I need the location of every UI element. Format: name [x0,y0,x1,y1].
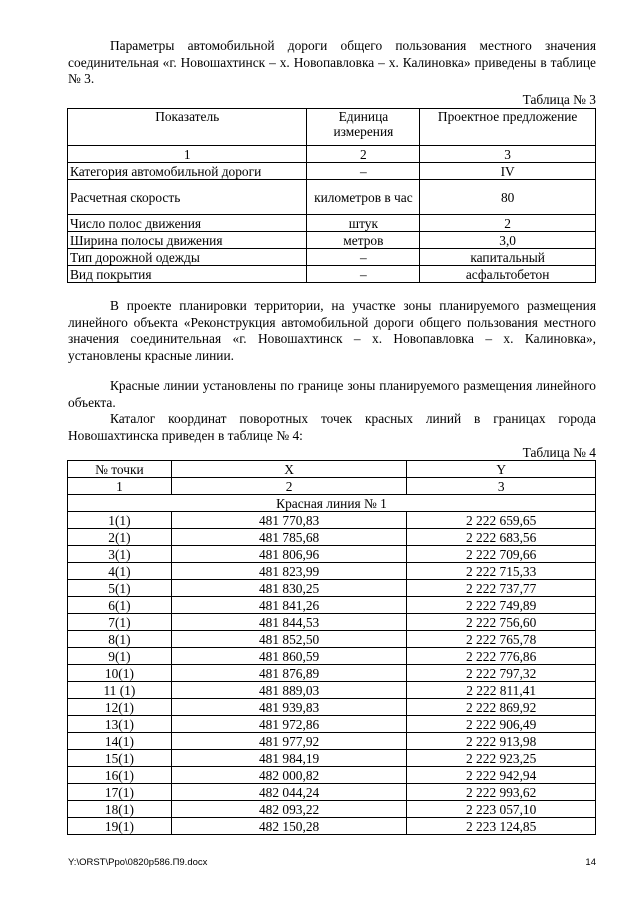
table-row [68,266,596,283]
point-number: 16(1) [68,767,172,784]
point-number: 3(1) [68,546,172,563]
parameter-unit: – [307,163,420,180]
table-row [68,648,596,665]
column-header: X [171,461,407,478]
point-number: 8(1) [68,631,172,648]
column-number: 2 [307,146,420,163]
table-row [68,563,596,580]
column-number: 1 [68,478,172,495]
table-row [68,750,596,767]
x-coordinate: 482 150,28 [171,818,407,835]
table-row [68,716,596,733]
x-coordinate: 481 806,96 [171,546,407,563]
x-coordinate: 481 939,83 [171,699,407,716]
x-coordinate: 481 876,89 [171,665,407,682]
y-coordinate: 2 222 776,86 [407,648,596,665]
table-row [68,215,596,232]
table3-caption: Таблица № 3 [522,92,596,107]
column-number: 2 [171,478,407,495]
column-header: Проектное предложение [420,109,596,146]
x-coordinate: 481 841,26 [171,597,407,614]
y-coordinate: 2 222 749,89 [407,597,596,614]
table-row [68,733,596,750]
point-number: 4(1) [68,563,172,580]
x-coordinate: 481 852,50 [171,631,407,648]
point-number: 12(1) [68,699,172,716]
parameter-unit: – [307,266,420,283]
y-coordinate: 2 222 811,41 [407,682,596,699]
intro-paragraph: Параметры автомобильной дороги общего пользования местного значения соединительная «г. Новошахтинск – х. Новопавловка – х. Калиновка» приведены в таблице № 3. [68,38,596,86]
column-header: № точки [68,461,172,478]
parameter-unit: километров в час [307,180,420,215]
parameter-name: Категория автомобильной дороги [68,163,307,180]
x-coordinate: 481 972,86 [171,716,407,733]
table-header-row [68,109,596,146]
table-row [68,665,596,682]
point-number: 7(1) [68,614,172,631]
parameter-name: Вид покрытия [68,266,307,283]
parameter-value: 3,0 [420,232,596,249]
point-number: 11 (1) [68,682,172,699]
parameter-value: 2 [420,215,596,232]
table-row [68,232,596,249]
table-header-row [68,461,596,478]
y-coordinate: 2 222 683,56 [407,529,596,546]
parameter-unit: – [307,249,420,266]
point-number: 13(1) [68,716,172,733]
parameter-unit: штук [307,215,420,232]
table-row [68,801,596,818]
x-coordinate: 481 823,99 [171,563,407,580]
y-coordinate: 2 222 756,60 [407,614,596,631]
table-number-row [68,478,596,495]
section-row [68,495,596,512]
y-coordinate: 2 222 715,33 [407,563,596,580]
catalog-paragraph: Каталог координат поворотных точек красных линий в границах города Новошахтинска приведен в таблице № 4: [68,411,596,443]
table-row [68,784,596,801]
y-coordinate: 2 222 797,32 [407,665,596,682]
column-header: Показатель [68,109,307,146]
coordinates-table [67,460,596,835]
section-title: Красная линия № 1 [68,495,596,512]
point-number: 14(1) [68,733,172,750]
planning-paragraph: В проекте планировки территории, на участке зоны планируемого размещения линейного объекта «Реконструкция автомобильной дороги общего пользования местного значения соединительная «г. Новошахтинск – х. Новопавловка – х. Калиновка», установлены красные линии. [68,298,596,363]
parameters-table [67,108,596,283]
y-coordinate: 2 222 737,77 [407,580,596,597]
column-header: Y [407,461,596,478]
x-coordinate: 482 000,82 [171,767,407,784]
table-row [68,163,596,180]
y-coordinate: 2 222 913,98 [407,733,596,750]
red-lines-paragraph: Красные линии установлены по границе зоны планируемого размещения линейного объекта. [68,378,596,410]
table-row [68,614,596,631]
point-number: 18(1) [68,801,172,818]
table-row [68,180,596,215]
point-number: 19(1) [68,818,172,835]
column-number: 3 [407,478,596,495]
x-coordinate: 481 860,59 [171,648,407,665]
point-number: 9(1) [68,648,172,665]
y-coordinate: 2 222 942,94 [407,767,596,784]
footer-page-number: 14 [585,857,596,868]
point-number: 10(1) [68,665,172,682]
x-coordinate: 482 044,24 [171,784,407,801]
y-coordinate: 2 222 923,25 [407,750,596,767]
x-coordinate: 481 844,53 [171,614,407,631]
y-coordinate: 2 222 765,78 [407,631,596,648]
table-row [68,529,596,546]
y-coordinate: 2 223 057,10 [407,801,596,818]
point-number: 6(1) [68,597,172,614]
table-row [68,818,596,835]
table-number-row [68,146,596,163]
table-row [68,512,596,529]
table4-caption: Таблица № 4 [522,445,596,460]
point-number: 17(1) [68,784,172,801]
table-row [68,699,596,716]
column-number: 3 [420,146,596,163]
x-coordinate: 482 093,22 [171,801,407,818]
parameter-name: Расчетная скорость [68,180,307,215]
footer-file-path: Y:\ORST\Ppo\0820p586.П9.docx [68,857,208,868]
column-number: 1 [68,146,307,163]
table-row [68,580,596,597]
parameter-value: капитальный [420,249,596,266]
y-coordinate: 2 222 659,65 [407,512,596,529]
parameter-value: асфальтобетон [420,266,596,283]
point-number: 15(1) [68,750,172,767]
table-row [68,597,596,614]
parameter-name: Тип дорожной одежды [68,249,307,266]
x-coordinate: 481 785,68 [171,529,407,546]
x-coordinate: 481 984,19 [171,750,407,767]
column-header: Единица измерения [307,109,420,146]
parameter-value: 80 [420,180,596,215]
y-coordinate: 2 222 993,62 [407,784,596,801]
parameter-unit: метров [307,232,420,249]
x-coordinate: 481 977,92 [171,733,407,750]
parameter-value: IV [420,163,596,180]
table-row [68,249,596,266]
y-coordinate: 2 222 906,49 [407,716,596,733]
table-row [68,767,596,784]
y-coordinate: 2 222 869,92 [407,699,596,716]
parameter-name: Ширина полосы движения [68,232,307,249]
table-row [68,631,596,648]
table-row [68,682,596,699]
point-number: 5(1) [68,580,172,597]
y-coordinate: 2 223 124,85 [407,818,596,835]
x-coordinate: 481 830,25 [171,580,407,597]
parameter-name: Число полос движения [68,215,307,232]
x-coordinate: 481 770,83 [171,512,407,529]
point-number: 2(1) [68,529,172,546]
x-coordinate: 481 889,03 [171,682,407,699]
table-row [68,546,596,563]
y-coordinate: 2 222 709,66 [407,546,596,563]
point-number: 1(1) [68,512,172,529]
